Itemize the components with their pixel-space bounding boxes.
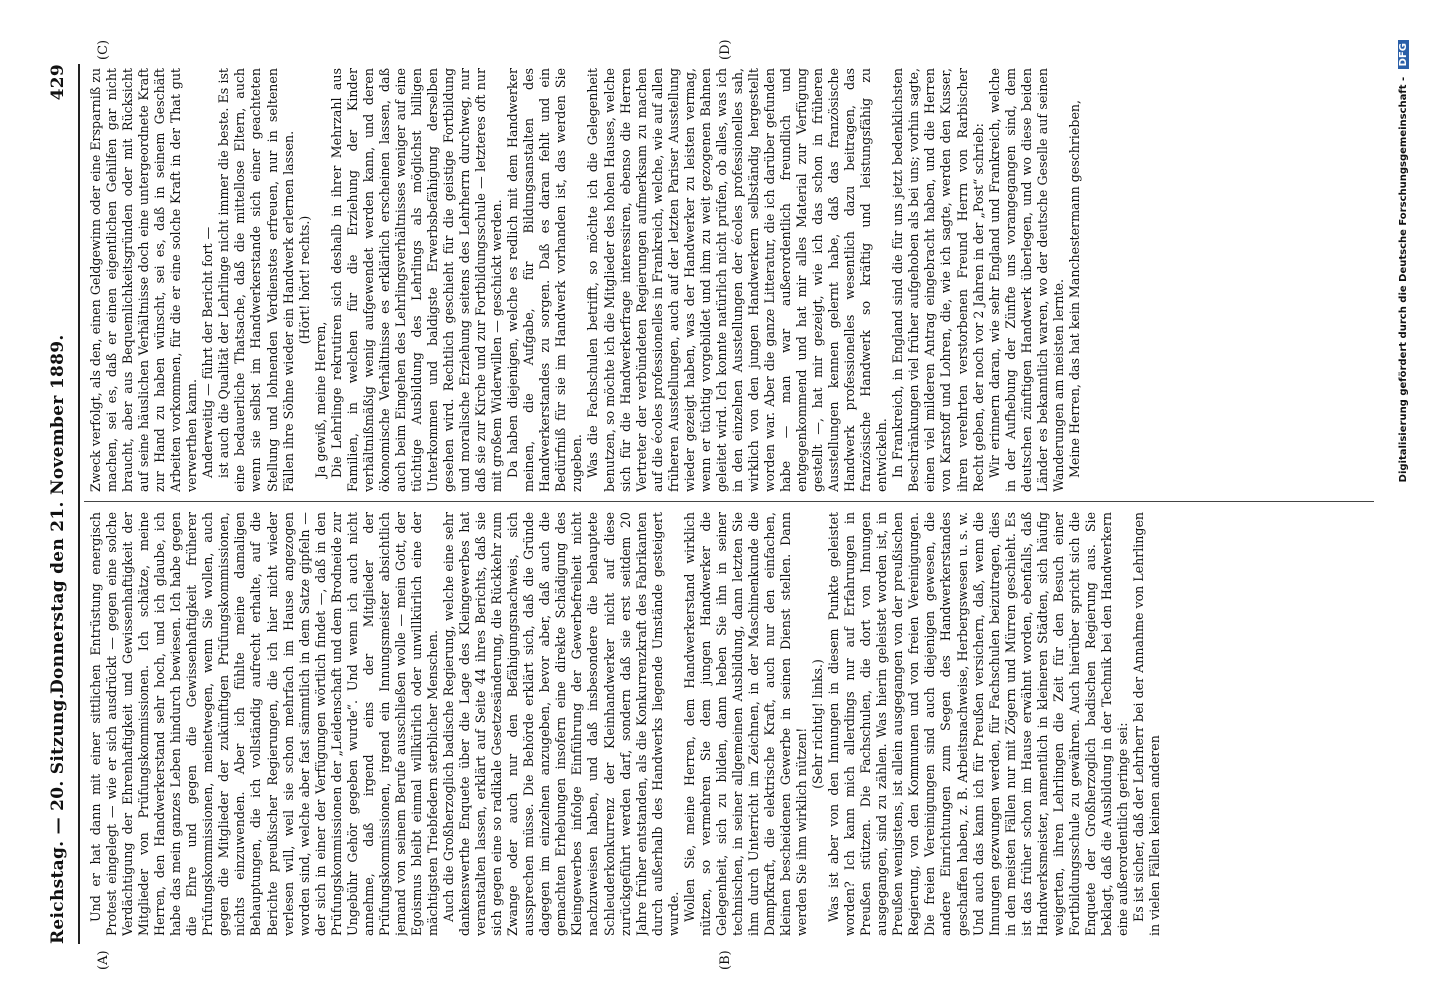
paragraph: Auch die Großherzoglich badische Regierung, welche eine sehr dankenswerthe Enquete über die Lage des Kleingewerbes hat veranstalten lassen, erklärt auf Seite 44 ihres Berichts, daß sie sich gegen eine so radikale Gesetzesänderung, die Rückkehr zum Zwange oder auch nur den Befähigungsnachweis, sich aussprechen müsse. Die Behörde erklärt sich, daß die Gründe dagegen im einzelnen anzugeben, bevor aber, daß auch die gemachten Erhebungen insofern eine direkte Schädigung des Kleingewerbes infolge Einführung der Gewerbefreiheit nicht nachzuweisen haben, und daß insbesondere die behauptete Schleuderkonkurrenz der Kleinhandwerker nicht auf diese zurückgeführt werden darf, sondern daß sie erst seitdem 20 Jahre früher entstanden, als die Konkurrenzkraft des Fabrikanten durch außerhalb des Handwerks liegende Umstände gesteigert wurde. [441,512,681,936]
paragraph: Was die Fachschulen betrifft, so möchte ich die Gelegenheit benutzen, so möchte ich die Mitglieder des hohen Hauses, welche sich für die Handwerkerfrage interessiren, ebenso die Herren Vertreter der verbündeten Regierungen aufmerksam zu machen auf die écoles professionelles in Frankreich, welche, wie auf allen früheren Ausstellungen, auch auf der letzten Pariser Ausstellung wieder gezeigt haben, was der Handwerker zu leisten vermag, wenn er tüchtig vorgebildet und ihm zu weit gezogenen Bahnen geleitet wird. Ich konnte natürlich nicht prüfen, ob alles, was ich in den einzelnen Ausstellungen der écoles professionelles sah, wirklich von den jungen Handwerkern selbständig hergestellt worden war. Aber die ganze Litteratur, die ich darüber gefunden habe — man war außerordentlich freundlich und entgegenkommend und hat mir alles Material zur Verfügung gestellt —, hat mir gezeigt, wie ich das schon in früheren Ausstellungen kennen gelernt habe, daß das französische Handwerk professionelles wesentlich dazu beitragen, das französische Handwerk so kräftig und leistungsfähig zu entwickeln. [585,68,890,492]
header-date: Donnerstag den 21. November 1889. [48,334,68,694]
page-header [48,64,74,944]
left-column [88,512,1378,936]
header-session: Reichstag. — 20. Sitzung. [48,693,68,944]
paragraph: Wollen Sie, meine Herren, dem Handwerkerstand wirklich nützen, so vermehren Sie dem jungen Handwerker die Gelegenheit, sich zu bilden, dann heben Sie ihn in seiner technischen, in seiner allgemeinen Ausbildung, dann letzten Sie ihm durch Unterricht im Zeichnen, in der Maschinenkunde die Dampfkraft, die elektrische Kraft, auch nur den einfachen, kleinen bescheidenen Gewerbe in seinen Dienst stellen. Dann werden Sie ihm wirklich nützen! [681,512,810,936]
paragraph: Anderweitig — führt der Bericht fort — [200,226,216,478]
paragraph: In Frankreich, in England sind die für uns jetzt bedenklichsten Beschränkungen viel früher aufgehoben als bei uns; vorhin sagte, einen viel milderen Antrag eingebracht haben, und die Herren von Karstoff und Lohren, die, wie ich sagte, werden den Kusser, ihren verehrten verstorbenen Freund Herrn von Rarbischer Recht geben, der noch vor 2 Jahren in der „Post“ schrieb: [890,68,986,492]
paragraph: Was ist aber von den Innungen in diesem Punkte geleistet worden? Ich kann mich allerdings nur auf Erfahrungen in Preußen stützen. Die Fachschulen, die dort von Innungen ausgegangen, sind zu zählen. Was hierin geleistet worden ist, in Preußen wenigstens, ist allein ausgegangen von der preußischen Regierung, von den Kommunen und von freien Vereinigungen. Die freien Vereinigungen sind auch diejenigen gewesen, die andere Einrichtungen zum Segen des Handwerkerstandes geschaffen haben, z. B. Arbeitsnachweise, Herbergswesen u. s. w. Und auch das kann ich für Preußen versichern, daß, wenn die Innungen gezwungen werden, für Fachschulen beizutragen, dies in den meisten Fällen nur mit Zögern und Mürren geschieht. Es ist das früher schon im Hause erwähnt worden, ebenfalls, daß Handwerksmeister, namentlich in kleineren Städten, sich häufig weigerten, ihren Lehrlingen die Zeit für den Besuch einer Fortbildungsschule zu gewähren. Auch hierüber spricht sich die Enquete der Großherzoglich badischen Regierung aus. Sie beklagt, daß die Ausbildung in der Technik bei den Handwerkern eine außerordentlich geringe sei: [826,512,1130,936]
paragraph: Meine Herren, das hat kein Manchestermann geschrieben, [1066,99,1082,478]
paragraph: Und er hat dann mit einer sittlichen Entrüstung energisch Protest eingelegt — wie er sich ausdrückt — gegen eine solche Verdächtigung der Ehrenhaftigkeit und Gewissenhaftigkeit der Mitglieder von Prüfungskommissionen. Ich schätze, meine Herren, den Handwerkerstand sehr hoch, und ich glaube, ich habe das mein ganzes Leben hindurch bewiesen. Ich habe gegen die Ehre und gegen die Gewissenhaftigkeit früherer Prüfungskommissionen, meinetwegen, wenn Sie wollen, auch gegen die Mitglieder der zukünftigen Prüfungskommissionen, nichts einzuwenden. Aber ich fühlte meine damaligen Behauptungen, die ich vollständig aufrecht erhalte, auf die Berichte preußischer Regierungen, die ich hier nicht wieder verlesen will, weil sie schon mehrfach im Hause angezogen worden sind, welche aber fast sämmtlich in dem Satze gipfeln — der sich in einer der Verfügungen wörtlich findet —, daß in den Prüfungskommissionen der „Leidenschaft und dem Brodneide zur Ungebühr Gehör gegeben wurde“. Und wenn ich auch nicht annehme, daß irgend eins der Mitglieder der Prüfungskommissionen, irgend ein Innungsmeister absichtlich jemand von seinem Berufe ausschließen wolle — mein Gott, der Egoismus bleibt einmal willkürlich oder unwillkürlich eine der mächtigsten Triebfedern sterblicher Menschen. [88,512,440,936]
paragraph: Die Lehrlinge rekrutiren sich deshalb in ihrer Mehrzahl aus Familien, in welchen für die Erziehung der Kinder verhältnißmäßig wenig aufgewendet werden kann, und deren ökonomische Verhältnisse es erklärlich erscheinen lassen, daß auch beim Eingehen des Lehrlingsverhältnisses weniger auf eine tüchtige Ausbildung des Lehrlings als möglichst billigen Unterkommen und baldigste Erwerbsbefähigung derselben gesehen wird. Rechtlich geschieht für die geistige Fortbildung und moralische Erziehung seitens des Lehrherrn durchweg, nur daß sie zur Kirche und zur Fortbildungsschule — letzteres oft nur mit großem Widerwillen — geschickt werden. [328,68,505,492]
credit-text: Digitalisierung gefördert durch die Deutsche Forschungsgemeinschaft - [1398,76,1409,483]
interjection: (Sehr richtig! links.) [810,659,826,789]
right-column [88,68,1378,492]
margin-mark-c: (C) [96,39,111,60]
dfg-logo: DFG [1398,40,1409,69]
paragraph: Es ist sicher, daß der Lehrherr bei der Annahme von Lehrlingen in vielen Fällen keinen anderen [1131,512,1163,936]
paragraph: Wir erinnern daran, wie sehr England und Frankreich, welche in der Aufhebung der Zünfte uns vorangegangen sind, dem deutschen zünftigen Handwerk überlegen, und wo diese beiden Länder es bekanntlich waren, wo der deutsche Geselle auf seinen Wanderungen am meisten lernte. [986,68,1066,492]
column-divider [84,501,1374,502]
digitization-credit [1398,40,1409,960]
paragraph: Zweck verfolgt, als den, einen Geldgewinn oder eine Ersparniß zu machen, sei es, daß er einen eigentlichen Gehilfen gar nicht braucht, aber aus Bequemlichkeitsgründen oder mit Rücksicht auf seine häuslichen Verhältnisse doch eine untergeordnete Kraft zur Hand zu haben wünscht, sei es, daß in seinem Geschäft Arbeiten vorkommen, für die er eine solche Kraft in der That gut verwerthen kann. [88,68,200,492]
interjection: (Hört! hört! rechts.) [296,215,312,345]
margin-mark-b: (B) [718,950,733,970]
margin-mark-a: (A) [96,950,111,970]
paragraph: ist auch die Qualität der Lehrlinge nicht immer die beste. Es ist eine bedauerliche Thatsache, daß die mittellose Eltern, auch wenn sie selbst im Handwerkerstande sich einer geachteten Stellung und lohnenden Verdienstes erfreuen, nur in seltenen Fällen ihre Söhne wieder ein Handwerk erlernen lassen. [216,68,296,492]
paragraph: Da haben diejenigen, welche es redlich mit dem Handwerker meinen, die Aufgabe, für Bildungsanstalten des Handwerkerstandes zu sorgen. Daß es daran fehlt und ein Bedürfniß für sie im Handwerk vorhanden ist, das werden Sie zugeben. [505,68,585,492]
paragraph: Ja gewiß, meine Herren, [312,321,328,478]
margin-mark-d: (D) [718,39,733,60]
header-rule [78,64,80,944]
page-number: 429 [48,64,68,101]
